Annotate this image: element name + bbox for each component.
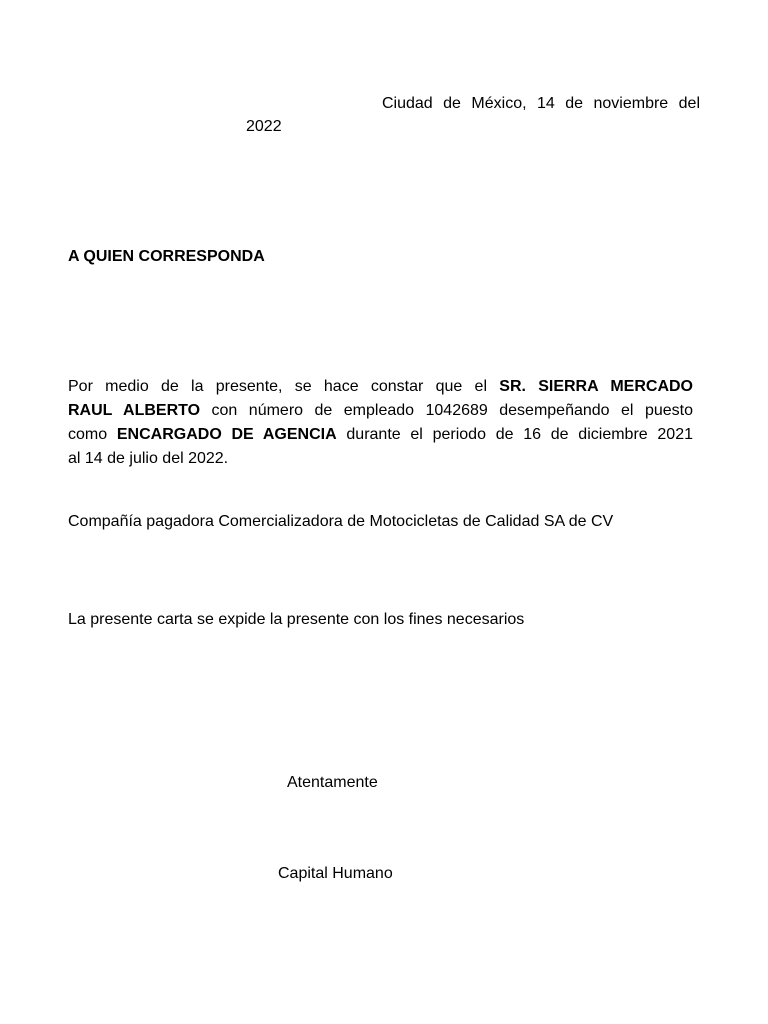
signatory-department: Capital Humano: [278, 865, 393, 882]
date-word: de: [565, 95, 584, 112]
date-word: México,: [471, 95, 527, 112]
body-line-4: [68, 447, 693, 471]
greeting-heading: A QUIEN CORRESPONDA: [68, 248, 265, 265]
date-word: noviembre: [593, 95, 669, 112]
employee-name-part1: SR. SIERRA MERCADO: [499, 378, 693, 395]
body-paragraph: [68, 375, 693, 471]
body-text: durante el periodo de 16 de diciembre 2021: [346, 426, 693, 443]
body-line-2: [68, 399, 693, 423]
body-text: con número de empleado 1042689 desempeñando el puesto: [211, 402, 693, 419]
company-line: Compañía pagadora Comercializadora de Motocicletas de Calidad SA de CV: [68, 513, 614, 530]
date-word: del: [678, 95, 700, 112]
date-word: Ciudad: [382, 95, 433, 112]
body-text: Por medio de la presente, se hace constar que el: [68, 378, 488, 395]
body-text: al 14 de julio del 2022.: [68, 450, 229, 467]
body-line-1: [68, 375, 693, 399]
date-word: 14: [536, 95, 555, 112]
date-line: [382, 92, 700, 116]
employee-name-part2: RAUL ALBERTO: [68, 402, 201, 419]
closing-salutation: Atentamente: [287, 774, 378, 791]
date-year: 2022: [246, 118, 282, 135]
body-line-3: [68, 423, 693, 447]
body-text: como: [68, 426, 108, 443]
date-word: de: [443, 95, 461, 112]
purpose-line: La presente carta se expide la presente con los fines necesarios: [68, 611, 525, 628]
job-title: ENCARGADO DE AGENCIA: [116, 426, 337, 443]
